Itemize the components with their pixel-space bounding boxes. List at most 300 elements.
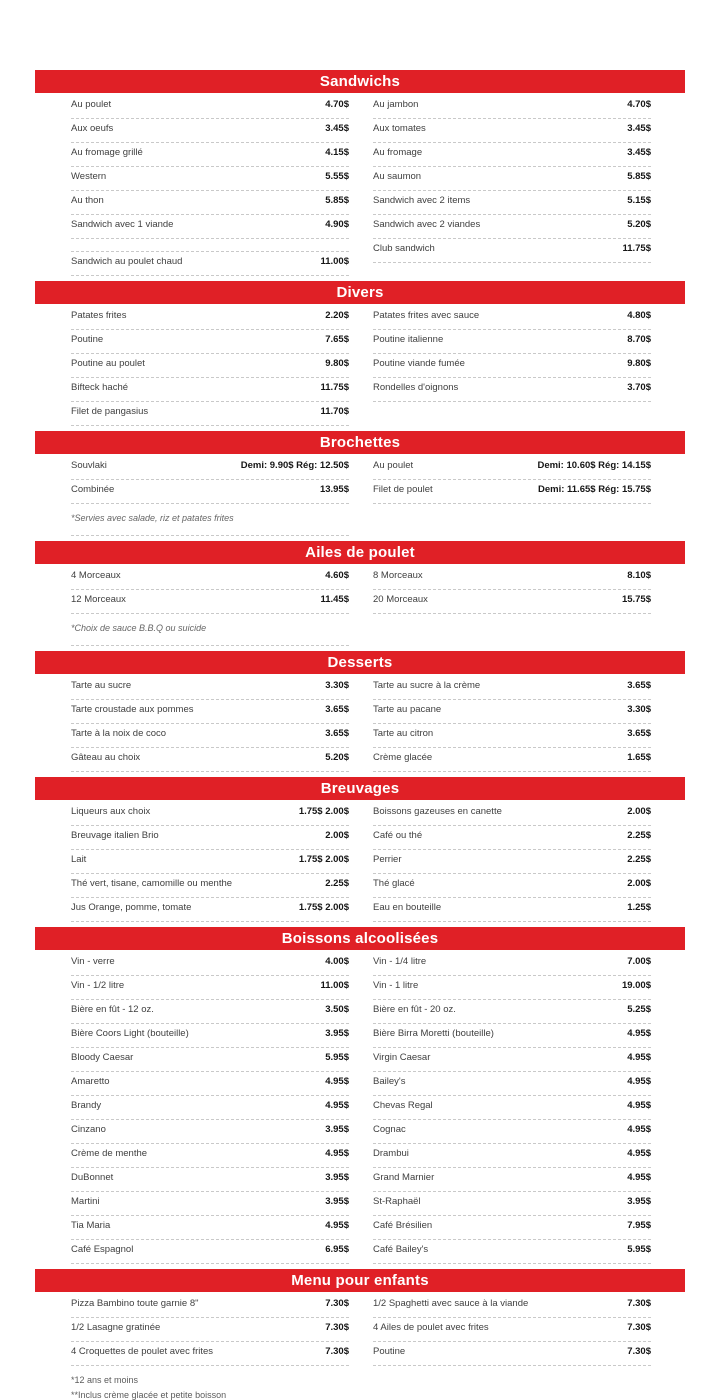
menu-item-price: 9.80$ bbox=[325, 358, 349, 369]
menu-item-price: 5.15$ bbox=[627, 195, 651, 206]
menu-item-row bbox=[71, 1120, 349, 1144]
menu-item-price: 5.25$ bbox=[627, 1004, 651, 1015]
section-column-left bbox=[71, 1294, 349, 1400]
menu-item-name: Liqueurs aux choix bbox=[71, 806, 151, 817]
menu-item-row bbox=[71, 119, 349, 143]
section-column-right bbox=[373, 95, 651, 276]
menu-item-name: Bailey's bbox=[373, 1076, 406, 1087]
menu-item-row bbox=[71, 456, 349, 480]
menu-item-price: 1.65$ bbox=[627, 752, 651, 763]
section-note-text: **Inclus crème glacée et petite boisson bbox=[71, 1390, 227, 1400]
section-body bbox=[35, 304, 685, 429]
menu-item-price: 7.30$ bbox=[627, 1322, 651, 1333]
menu-item-price: 7.30$ bbox=[325, 1346, 349, 1357]
menu-item-price: 15.75$ bbox=[621, 594, 651, 605]
menu-item-price: 4.95$ bbox=[627, 1076, 651, 1087]
menu-item-price: 3.65$ bbox=[325, 704, 349, 715]
menu-item-name: Au fromage bbox=[373, 147, 423, 158]
menu-item-price: 5.85$ bbox=[627, 171, 651, 182]
menu-item-price: 7.30$ bbox=[325, 1322, 349, 1333]
menu-item-name: Café Brésilien bbox=[373, 1220, 433, 1231]
menu-section-boissons-alcoolis-es bbox=[35, 927, 685, 1267]
section-column-right bbox=[373, 1294, 651, 1400]
section-note-text: *Choix de sauce B.B.Q ou suicide bbox=[71, 623, 207, 633]
menu-item-price: 1.75$ 2.00$ bbox=[298, 806, 349, 817]
menu-item-price: 1.25$ bbox=[627, 902, 651, 913]
menu-item-name: Jus Orange, pomme, tomate bbox=[71, 902, 192, 913]
section-header-bar bbox=[35, 777, 685, 800]
menu-item-name: Poutine viande fumée bbox=[373, 358, 465, 369]
section-title: Menu pour enfants bbox=[291, 1272, 429, 1289]
menu-item-row bbox=[71, 143, 349, 167]
menu-item-price: 5.95$ bbox=[627, 1244, 651, 1255]
menu-item-price: 5.85$ bbox=[325, 195, 349, 206]
menu-item-row bbox=[373, 95, 651, 119]
menu-item-price: 3.95$ bbox=[325, 1172, 349, 1183]
section-column-left bbox=[71, 306, 349, 426]
menu-item-name: Au poulet bbox=[373, 460, 414, 471]
menu-item-name: Bière Birra Moretti (bouteille) bbox=[373, 1028, 494, 1039]
menu-item-name: Au thon bbox=[71, 195, 104, 206]
menu-item-name: Tarte au pacane bbox=[373, 704, 442, 715]
menu-item-name: St-Raphaël bbox=[373, 1196, 421, 1207]
section-header-bar bbox=[35, 651, 685, 674]
menu-item-price: 7.95$ bbox=[627, 1220, 651, 1231]
menu-item-name: Grand Marnier bbox=[373, 1172, 435, 1183]
menu-item-name: 4 Croquettes de poulet avec frites bbox=[71, 1346, 214, 1357]
menu-item-name: Bière Coors Light (bouteille) bbox=[71, 1028, 189, 1039]
menu-item-price: 3.65$ bbox=[627, 680, 651, 691]
menu-item-price: 4.15$ bbox=[325, 147, 349, 158]
menu-item-row bbox=[373, 850, 651, 874]
menu-item-price: 6.95$ bbox=[325, 1244, 349, 1255]
section-title: Divers bbox=[336, 284, 384, 301]
section-header-bar bbox=[35, 281, 685, 304]
section-column-left bbox=[71, 95, 349, 276]
menu-item-row bbox=[71, 1024, 349, 1048]
menu-item-price: 11.45$ bbox=[320, 594, 349, 605]
section-header-bar bbox=[35, 70, 685, 93]
menu-item-name: Club sandwich bbox=[373, 243, 435, 254]
menu-item-name: 1/2 Spaghetti avec sauce à la viande bbox=[373, 1298, 529, 1309]
section-notes bbox=[71, 614, 349, 646]
menu-item-row bbox=[71, 976, 349, 1000]
menu-item-row bbox=[71, 700, 349, 724]
menu-item-row bbox=[373, 976, 651, 1000]
section-column-right bbox=[373, 952, 651, 1264]
menu-item-price: 3.70$ bbox=[627, 382, 651, 393]
menu-item-name: Souvlaki bbox=[71, 460, 107, 471]
menu-item-price: 3.95$ bbox=[325, 1196, 349, 1207]
restaurant-menu bbox=[35, 70, 685, 1400]
menu-item-name: Café ou thé bbox=[373, 830, 423, 841]
menu-item-price: 8.10$ bbox=[627, 570, 651, 581]
menu-item-name: 20 Morceaux bbox=[373, 594, 428, 605]
menu-item-price: 4.95$ bbox=[627, 1100, 651, 1111]
menu-item-price: 11.70$ bbox=[320, 406, 349, 417]
menu-item-name: Poutine au poulet bbox=[71, 358, 145, 369]
menu-item-name: Sandwich au poulet chaud bbox=[71, 256, 183, 267]
menu-section-menu-pour-enfants bbox=[35, 1269, 685, 1400]
menu-item-name: Eau en bouteille bbox=[373, 902, 442, 913]
menu-item-price: 5.95$ bbox=[325, 1052, 349, 1063]
menu-item-price: 4.80$ bbox=[627, 310, 651, 321]
menu-item-name: Au jambon bbox=[373, 99, 419, 110]
menu-item-row bbox=[373, 1144, 651, 1168]
menu-item-name: Tarte à la noix de coco bbox=[71, 728, 167, 739]
menu-item-name: Patates frites avec sauce bbox=[373, 310, 480, 321]
menu-item-row bbox=[71, 1144, 349, 1168]
menu-item-row bbox=[71, 1168, 349, 1192]
menu-item-price: 3.95$ bbox=[627, 1196, 651, 1207]
section-body bbox=[35, 950, 685, 1267]
menu-item-row bbox=[373, 1192, 651, 1216]
menu-item-row bbox=[373, 215, 651, 239]
menu-item-name: Drambui bbox=[373, 1148, 409, 1159]
menu-item-row bbox=[71, 898, 349, 922]
section-column-right bbox=[373, 306, 651, 426]
menu-item-row bbox=[71, 724, 349, 748]
menu-item-price: 4.60$ bbox=[325, 570, 349, 581]
menu-item-name: Bière en fût - 12 oz. bbox=[71, 1004, 154, 1015]
menu-item-price: Demi: 10.60$ Rég: 14.15$ bbox=[537, 460, 651, 471]
menu-item-price: 4.95$ bbox=[627, 1172, 651, 1183]
section-title: Desserts bbox=[327, 654, 393, 671]
menu-item-name: Tarte croustade aux pommes bbox=[71, 704, 194, 715]
menu-item-price: 9.80$ bbox=[627, 358, 651, 369]
menu-item-name: Poutine bbox=[373, 1346, 406, 1357]
menu-item-row bbox=[373, 676, 651, 700]
menu-item-price: 2.00$ bbox=[325, 830, 349, 841]
section-header-bar bbox=[35, 927, 685, 950]
menu-item-row bbox=[373, 378, 651, 402]
menu-item-price: 3.65$ bbox=[627, 728, 651, 739]
menu-item-name: Bière en fût - 20 oz. bbox=[373, 1004, 456, 1015]
section-column-right bbox=[373, 456, 651, 536]
menu-item-name: Tarte au sucre à la crème bbox=[373, 680, 481, 691]
menu-item-row bbox=[373, 330, 651, 354]
menu-item-price: 3.65$ bbox=[325, 728, 349, 739]
menu-item-row bbox=[71, 1216, 349, 1240]
menu-item-price: 5.20$ bbox=[627, 219, 651, 230]
menu-item-name: 8 Morceaux bbox=[373, 570, 423, 581]
menu-item-price: 11.75$ bbox=[622, 243, 651, 254]
menu-item-row bbox=[71, 1294, 349, 1318]
section-title: Boissons alcoolisées bbox=[281, 930, 439, 947]
section-column-left bbox=[71, 456, 349, 536]
menu-item-price: 3.45$ bbox=[627, 123, 651, 134]
menu-item-row bbox=[71, 480, 349, 504]
menu-item-row bbox=[71, 1342, 349, 1366]
menu-item-price: 4.95$ bbox=[325, 1100, 349, 1111]
menu-item-row bbox=[373, 1168, 651, 1192]
menu-item-row bbox=[373, 191, 651, 215]
menu-item-price: 5.20$ bbox=[325, 752, 349, 763]
menu-item-row bbox=[373, 1048, 651, 1072]
menu-item-name: Boissons gazeuses en canette bbox=[373, 806, 502, 817]
menu-item-name: Poutine bbox=[71, 334, 104, 345]
menu-item-row bbox=[373, 354, 651, 378]
menu-item-name: Crème glacée bbox=[373, 752, 433, 763]
menu-item-row bbox=[71, 330, 349, 354]
menu-item-price: 4.95$ bbox=[627, 1124, 651, 1135]
menu-item-name: Vin - verre bbox=[71, 956, 115, 967]
menu-item-name: Tarte au citron bbox=[373, 728, 434, 739]
menu-item-row bbox=[71, 402, 349, 426]
menu-item-price: 4.90$ bbox=[325, 219, 349, 230]
menu-item-row bbox=[71, 1192, 349, 1216]
menu-item-row bbox=[373, 590, 651, 614]
menu-item-name: Patates frites bbox=[71, 310, 127, 321]
menu-item-name: Filet de pangasius bbox=[71, 406, 149, 417]
section-header-bar bbox=[35, 1269, 685, 1292]
menu-item-price: 4.70$ bbox=[325, 99, 349, 110]
section-column-left bbox=[71, 566, 349, 646]
menu-item-price: 2.25$ bbox=[627, 854, 651, 865]
menu-item-row bbox=[373, 826, 651, 850]
menu-item-price: 3.30$ bbox=[325, 680, 349, 691]
menu-item-row bbox=[71, 590, 349, 614]
menu-item-row bbox=[373, 802, 651, 826]
section-body bbox=[35, 1292, 685, 1400]
menu-item-name: Tarte au sucre bbox=[71, 680, 132, 691]
section-body bbox=[35, 454, 685, 539]
menu-item-price: Demi: 11.65$ Rég: 15.75$ bbox=[537, 484, 651, 495]
menu-item-price: 7.30$ bbox=[627, 1346, 651, 1357]
section-title: Breuvages bbox=[320, 780, 400, 797]
section-note-text: *Servies avec salade, riz et patates frites bbox=[71, 513, 234, 523]
menu-item-name: Café Espagnol bbox=[71, 1244, 134, 1255]
section-column-left bbox=[71, 676, 349, 772]
menu-item-price: 4.95$ bbox=[627, 1148, 651, 1159]
section-header-bar bbox=[35, 431, 685, 454]
menu-item-name: Combinée bbox=[71, 484, 115, 495]
menu-item-name: Cinzano bbox=[71, 1124, 106, 1135]
menu-item-name: Perrier bbox=[373, 854, 402, 865]
menu-item-name: Western bbox=[71, 171, 107, 182]
menu-item-row bbox=[71, 676, 349, 700]
menu-item-row bbox=[71, 354, 349, 378]
menu-item-row bbox=[71, 1000, 349, 1024]
menu-item-price: 4.95$ bbox=[325, 1220, 349, 1231]
menu-item-row bbox=[71, 95, 349, 119]
section-column-right bbox=[373, 566, 651, 646]
menu-item-row bbox=[373, 306, 651, 330]
menu-item-row bbox=[373, 1240, 651, 1264]
menu-item-price: 2.25$ bbox=[627, 830, 651, 841]
menu-item-name: Thé vert, tisane, camomille ou menthe bbox=[71, 878, 233, 889]
menu-item-row bbox=[71, 802, 349, 826]
menu-item-name: 1/2 Lasagne gratinée bbox=[71, 1322, 161, 1333]
menu-item-name: Sandwich avec 1 viande bbox=[71, 219, 174, 230]
menu-item-price: 11.00$ bbox=[320, 256, 349, 267]
section-column-left bbox=[71, 802, 349, 922]
menu-item-price: 3.30$ bbox=[627, 704, 651, 715]
menu-item-row bbox=[71, 952, 349, 976]
menu-item-name: 4 Ailes de poulet avec frites bbox=[373, 1322, 489, 1333]
menu-item-name: Tia Maria bbox=[71, 1220, 111, 1231]
menu-item-name: Pizza Bambino toute garnie 8" bbox=[71, 1298, 199, 1309]
menu-item-row bbox=[373, 456, 651, 480]
menu-item-name: Sandwich avec 2 items bbox=[373, 195, 471, 206]
menu-item-row bbox=[71, 1096, 349, 1120]
menu-item-price: 1.75$ 2.00$ bbox=[298, 902, 349, 913]
menu-item-name: Bloody Caesar bbox=[71, 1052, 134, 1063]
menu-item-name: 12 Morceaux bbox=[71, 594, 126, 605]
menu-item-name: Martini bbox=[71, 1196, 100, 1207]
menu-item-row bbox=[71, 167, 349, 191]
menu-item-row bbox=[71, 252, 349, 276]
menu-item-row bbox=[71, 191, 349, 215]
menu-item-name: Café Bailey's bbox=[373, 1244, 429, 1255]
menu-item-price: 7.00$ bbox=[627, 956, 651, 967]
menu-item-row bbox=[373, 700, 651, 724]
menu-item-name: Bifteck haché bbox=[71, 382, 129, 393]
menu-item-name: Aux oeufs bbox=[71, 123, 114, 134]
menu-item-price: 3.50$ bbox=[325, 1004, 349, 1015]
menu-item-price: 7.30$ bbox=[627, 1298, 651, 1309]
menu-item-row bbox=[373, 1342, 651, 1366]
menu-item-row bbox=[373, 480, 651, 504]
menu-item-row bbox=[373, 1318, 651, 1342]
menu-item-name: Au poulet bbox=[71, 99, 112, 110]
section-note-text: *12 ans et moins bbox=[71, 1375, 139, 1385]
section-body bbox=[35, 674, 685, 775]
menu-item-price: Demi: 9.90$ Rég: 12.50$ bbox=[240, 460, 349, 471]
menu-item-row bbox=[373, 874, 651, 898]
menu-item-name: Chevas Regal bbox=[373, 1100, 433, 1111]
menu-item-row bbox=[71, 1318, 349, 1342]
section-body bbox=[35, 564, 685, 649]
menu-item-name: Thé glacé bbox=[373, 878, 415, 889]
menu-item-price: 4.70$ bbox=[627, 99, 651, 110]
menu-item-price: 4.00$ bbox=[325, 956, 349, 967]
menu-item-price: 11.75$ bbox=[320, 382, 349, 393]
menu-section-desserts bbox=[35, 651, 685, 775]
menu-item-name: 4 Morceaux bbox=[71, 570, 121, 581]
menu-item-name: Vin - 1/4 litre bbox=[373, 956, 427, 967]
menu-item-price: 3.45$ bbox=[627, 147, 651, 158]
menu-item-name: Rondelles d'oignons bbox=[373, 382, 459, 393]
menu-item-price: 2.00$ bbox=[627, 806, 651, 817]
menu-item-name: Au saumon bbox=[373, 171, 422, 182]
menu-item-row bbox=[71, 566, 349, 590]
menu-item-row bbox=[373, 167, 651, 191]
section-column-right bbox=[373, 676, 651, 772]
menu-item-name: Brandy bbox=[71, 1100, 102, 1111]
menu-item-row bbox=[71, 1048, 349, 1072]
menu-item-price: 7.65$ bbox=[325, 334, 349, 345]
menu-item-row bbox=[373, 1024, 651, 1048]
menu-item-price: 13.95$ bbox=[319, 484, 349, 495]
menu-item-row bbox=[71, 850, 349, 874]
menu-item-name: Au fromage grillé bbox=[71, 147, 143, 158]
menu-item-row bbox=[71, 215, 349, 239]
menu-item-name: DuBonnet bbox=[71, 1172, 114, 1183]
menu-item-name: Breuvage italien Brio bbox=[71, 830, 159, 841]
section-body bbox=[35, 93, 685, 279]
menu-item-row bbox=[71, 378, 349, 402]
menu-section-breuvages bbox=[35, 777, 685, 925]
menu-section-ailes-de-poulet bbox=[35, 541, 685, 649]
section-notes bbox=[71, 504, 349, 536]
menu-item-price: 4.95$ bbox=[325, 1148, 349, 1159]
section-title: Ailes de poulet bbox=[305, 544, 415, 561]
menu-section-brochettes bbox=[35, 431, 685, 539]
section-body bbox=[35, 800, 685, 925]
menu-item-row bbox=[71, 748, 349, 772]
menu-item-row bbox=[71, 1072, 349, 1096]
menu-item-name: Sandwich avec 2 viandes bbox=[373, 219, 481, 230]
menu-item-name: Aux tomates bbox=[373, 123, 426, 134]
menu-item-price: 1.75$ 2.00$ bbox=[298, 854, 349, 865]
menu-item-name: Filet de poulet bbox=[373, 484, 433, 495]
menu-item-row bbox=[71, 239, 349, 252]
menu-item-row bbox=[373, 239, 651, 263]
menu-item-price: 5.55$ bbox=[325, 171, 349, 182]
menu-item-row bbox=[373, 748, 651, 772]
section-notes bbox=[71, 1366, 349, 1400]
menu-item-row bbox=[71, 874, 349, 898]
menu-item-price: 2.00$ bbox=[627, 878, 651, 889]
menu-item-price: 4.95$ bbox=[325, 1076, 349, 1087]
menu-item-name: Cognac bbox=[373, 1124, 406, 1135]
menu-item-row bbox=[373, 1072, 651, 1096]
menu-item-row bbox=[373, 566, 651, 590]
menu-item-name: Gâteau au choix bbox=[71, 752, 141, 763]
menu-item-price: 7.30$ bbox=[325, 1298, 349, 1309]
menu-item-price: 2.25$ bbox=[325, 878, 349, 889]
menu-item-row bbox=[373, 898, 651, 922]
menu-item-name: Lait bbox=[71, 854, 87, 865]
menu-item-price: 3.95$ bbox=[325, 1124, 349, 1135]
menu-item-name: Vin - 1 litre bbox=[373, 980, 419, 991]
menu-item-row bbox=[373, 143, 651, 167]
menu-item-row bbox=[71, 1240, 349, 1264]
menu-item-row bbox=[373, 119, 651, 143]
menu-item-row bbox=[373, 1000, 651, 1024]
menu-item-price: 4.95$ bbox=[627, 1028, 651, 1039]
section-column-left bbox=[71, 952, 349, 1264]
menu-item-row bbox=[373, 1294, 651, 1318]
menu-item-price: 19.00$ bbox=[621, 980, 651, 991]
menu-item-row bbox=[71, 826, 349, 850]
menu-item-row bbox=[373, 952, 651, 976]
menu-item-price: 2.20$ bbox=[325, 310, 349, 321]
menu-item-name: Virgin Caesar bbox=[373, 1052, 431, 1063]
section-column-right bbox=[373, 802, 651, 922]
menu-item-price: 4.95$ bbox=[627, 1052, 651, 1063]
menu-item-row bbox=[71, 306, 349, 330]
section-header-bar bbox=[35, 541, 685, 564]
menu-item-row bbox=[373, 1120, 651, 1144]
menu-item-row bbox=[373, 1216, 651, 1240]
menu-item-price: 3.45$ bbox=[325, 123, 349, 134]
menu-item-price: 3.95$ bbox=[325, 1028, 349, 1039]
menu-item-row bbox=[373, 1096, 651, 1120]
section-title: Sandwichs bbox=[319, 73, 401, 90]
menu-section-sandwichs bbox=[35, 70, 685, 279]
menu-item-row bbox=[373, 724, 651, 748]
menu-item-name: Amaretto bbox=[71, 1076, 110, 1087]
menu-item-name: Crème de menthe bbox=[71, 1148, 148, 1159]
section-title: Brochettes bbox=[319, 434, 401, 451]
menu-item-name: Vin - 1/2 litre bbox=[71, 980, 125, 991]
menu-item-price: 11.00$ bbox=[320, 980, 349, 991]
menu-item-name: Poutine italienne bbox=[373, 334, 444, 345]
menu-item-price: 8.70$ bbox=[627, 334, 651, 345]
menu-section-divers bbox=[35, 281, 685, 429]
